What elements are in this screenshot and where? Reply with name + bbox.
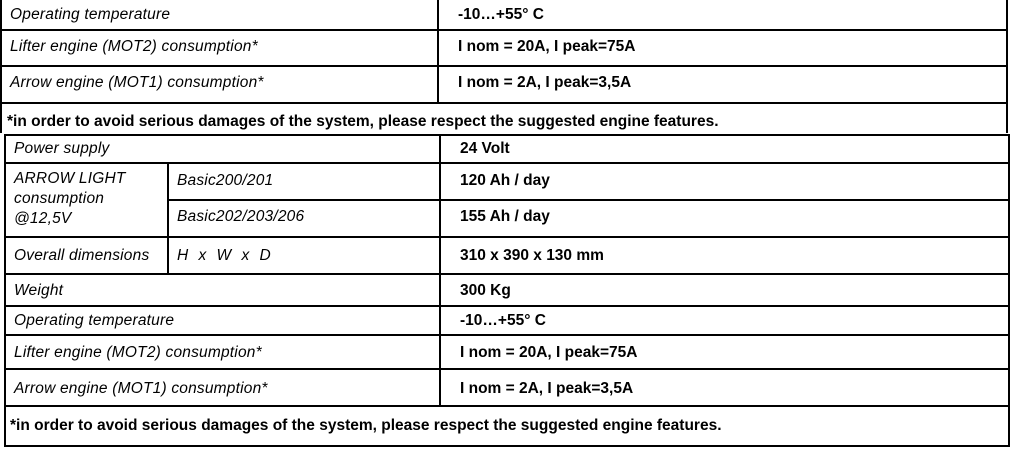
table-rule bbox=[4, 134, 1010, 136]
table-rule bbox=[4, 162, 1010, 164]
power-supply-value: 24 Volt bbox=[460, 140, 510, 157]
footnote: *in order to avoid serious damages of the system, please respect the suggested engine features. bbox=[10, 417, 722, 434]
table-rule bbox=[4, 273, 1010, 275]
operating-temperature-value: -10…+55° C bbox=[460, 312, 546, 329]
model-value: 120 Ah / day bbox=[460, 172, 550, 189]
table-rule bbox=[4, 368, 1010, 370]
footnote: *in order to avoid serious damages of the system, please respect the suggested engine features. bbox=[7, 113, 719, 130]
weight-value: 300 Kg bbox=[460, 282, 511, 299]
model-label: Basic200/201 bbox=[177, 172, 274, 189]
consumption-label-line1: ARROW LIGHT bbox=[14, 170, 126, 187]
row-label: Lifter engine (MOT2) consumption* bbox=[10, 38, 258, 55]
table-rule bbox=[4, 236, 1010, 238]
arrow-consumption-value: I nom = 2A, I peak=3,5A bbox=[460, 380, 634, 397]
row-label: Operating temperature bbox=[10, 6, 171, 23]
table-rule bbox=[0, 0, 2, 133]
dimensions-value: 310 x 390 x 130 mm bbox=[460, 247, 604, 264]
row-value: I nom = 20A, I peak=75A bbox=[458, 38, 636, 55]
dimensions-sub-label: H x W x D bbox=[177, 247, 274, 264]
row-value: I nom = 2A, I peak=3,5A bbox=[458, 74, 632, 91]
table-rule bbox=[4, 334, 1010, 336]
model-label: Basic202/203/206 bbox=[177, 208, 305, 225]
operating-temperature-label: Operating temperature bbox=[14, 312, 175, 329]
table-rule bbox=[1008, 134, 1010, 447]
lifter-consumption-label: Lifter engine (MOT2) consumption* bbox=[14, 344, 262, 361]
weight-label: Weight bbox=[14, 282, 64, 299]
table-rule bbox=[4, 305, 1010, 307]
table-rule bbox=[439, 134, 441, 407]
table-rule bbox=[1006, 0, 1008, 133]
table-rule bbox=[167, 199, 1010, 201]
table-rule bbox=[4, 405, 1010, 407]
table-rule bbox=[0, 102, 1008, 104]
table-rule bbox=[4, 445, 1010, 447]
power-supply-label: Power supply bbox=[14, 140, 110, 157]
table-rule bbox=[437, 0, 439, 104]
table-rule bbox=[167, 162, 169, 275]
consumption-label-line3: @12,5V bbox=[14, 210, 72, 227]
row-label: Arrow engine (MOT1) consumption* bbox=[10, 74, 264, 91]
table-rule bbox=[0, 29, 1008, 31]
table-rule bbox=[0, 65, 1008, 67]
table-rule bbox=[4, 134, 6, 447]
row-value: -10…+55° C bbox=[458, 6, 544, 23]
arrow-consumption-label: Arrow engine (MOT1) consumption* bbox=[14, 380, 268, 397]
dimensions-label: Overall dimensions bbox=[14, 247, 150, 264]
consumption-label-line2: consumption bbox=[14, 190, 105, 207]
lifter-consumption-value: I nom = 20A, I peak=75A bbox=[460, 344, 638, 361]
model-value: 155 Ah / day bbox=[460, 208, 550, 225]
